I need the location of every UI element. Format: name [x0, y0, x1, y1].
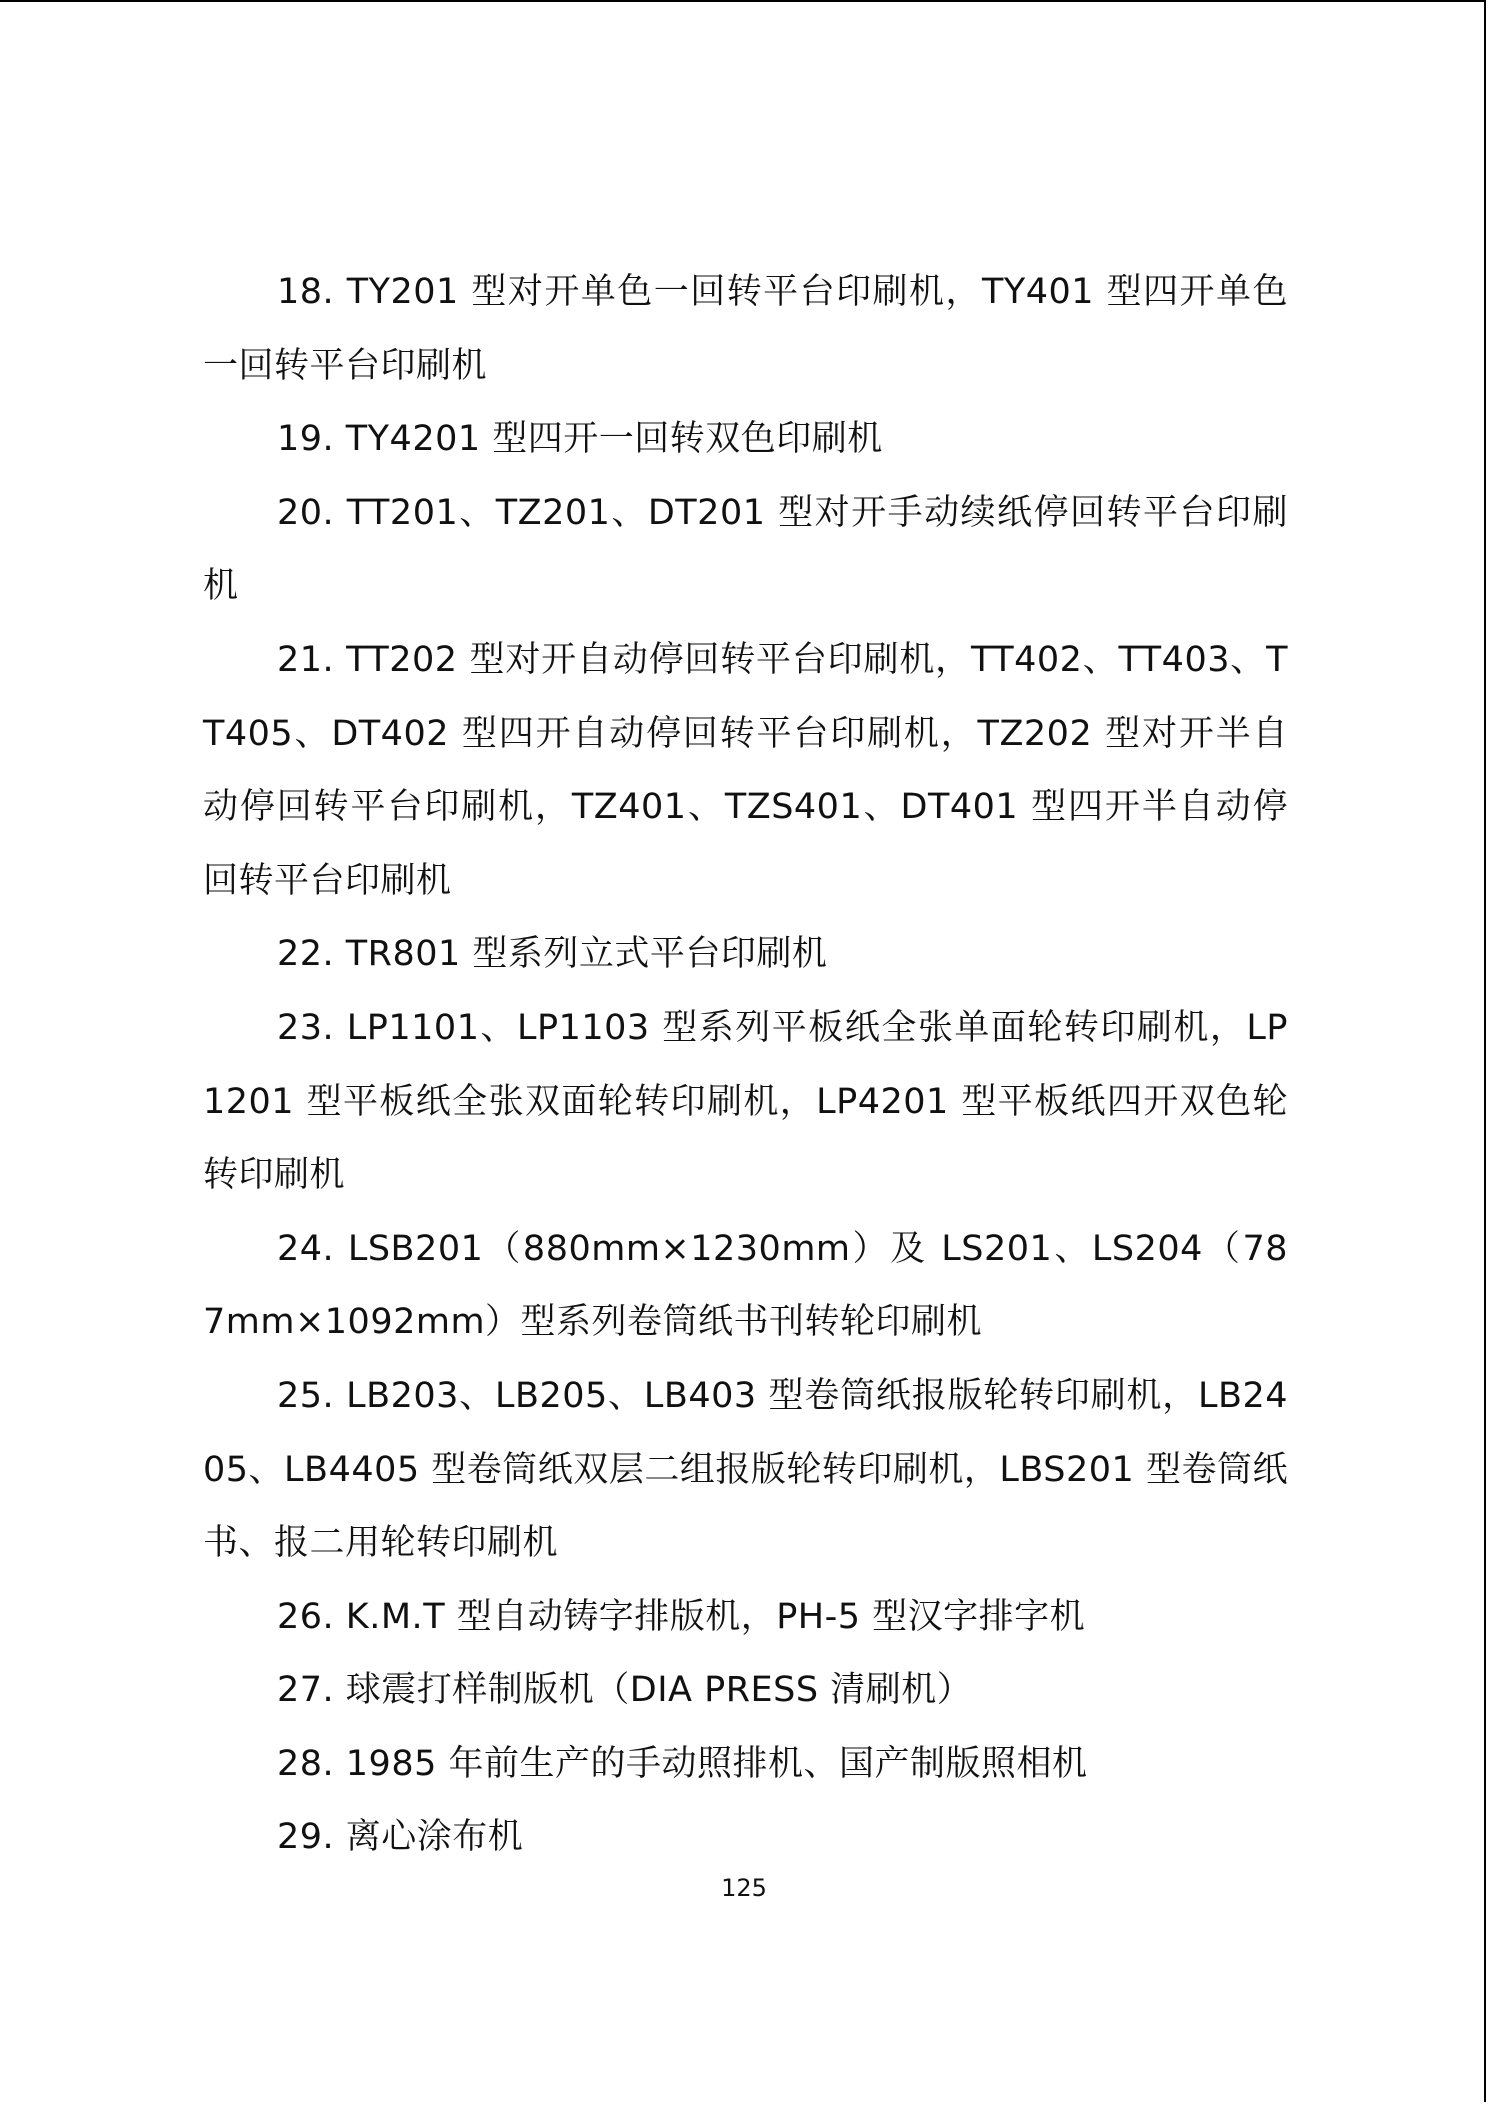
- list-item-26: 26. K.M.T 型自动铸字排版机，PH-5 型汉字排字机: [277, 1596, 1086, 1637]
- list-item-20: 20. TT201、TZ201、DT201 型对开手动续纸停回转平台印刷机: [203, 492, 1288, 607]
- list-item-22: 22. TR801 型系列立式平台印刷机: [277, 934, 828, 975]
- list-item-25: 25. LB203、LB205、LB403 型卷筒纸报版轮转印刷机，LB2405、LB4405 型卷筒纸双层二组报版轮转印刷机，LBS201 型卷筒纸书、报二用轮转印刷机: [203, 1375, 1288, 1564]
- list-item-24: 24. LSB201（880mm×1230mm）及 LS201、LS204（787mm×1092mm）型系列卷筒纸书刊转轮印刷机: [203, 1228, 1288, 1343]
- document-body: [203, 256, 1288, 1875]
- list-item-23: 23. LP1101、LP1103 型系列平板纸全张单面轮转印刷机，LP1201 型平板纸全张双面轮转印刷机，LP4201 型平板纸四开双色轮转印刷机: [203, 1007, 1288, 1196]
- list-item-29: 29. 离心涂布机: [277, 1817, 524, 1858]
- list-item-27: 27. 球震打样制版机（DIA PRESS 清刷机）: [277, 1670, 973, 1711]
- list-item-19: 19. TY4201 型四开一回转双色印刷机: [277, 419, 883, 460]
- list-item-28: 28. 1985 年前生产的手动照排机、国产制版照相机: [277, 1743, 1088, 1784]
- page-number: 125: [721, 1874, 767, 1902]
- list-item-21: 21. TT202 型对开自动停回转平台印刷机，TT402、TT403、TT405、DT402 型四开自动停回转平台印刷机，TZ202 型对开半自动停回转平台印刷机，TZ401、TZS401、DT401 型四开半自动停回转平台印刷机: [203, 639, 1288, 901]
- list-item-18: 18. TY201 型对开单色一回转平台印刷机，TY401 型四开单色一回转平台印刷机: [203, 272, 1288, 386]
